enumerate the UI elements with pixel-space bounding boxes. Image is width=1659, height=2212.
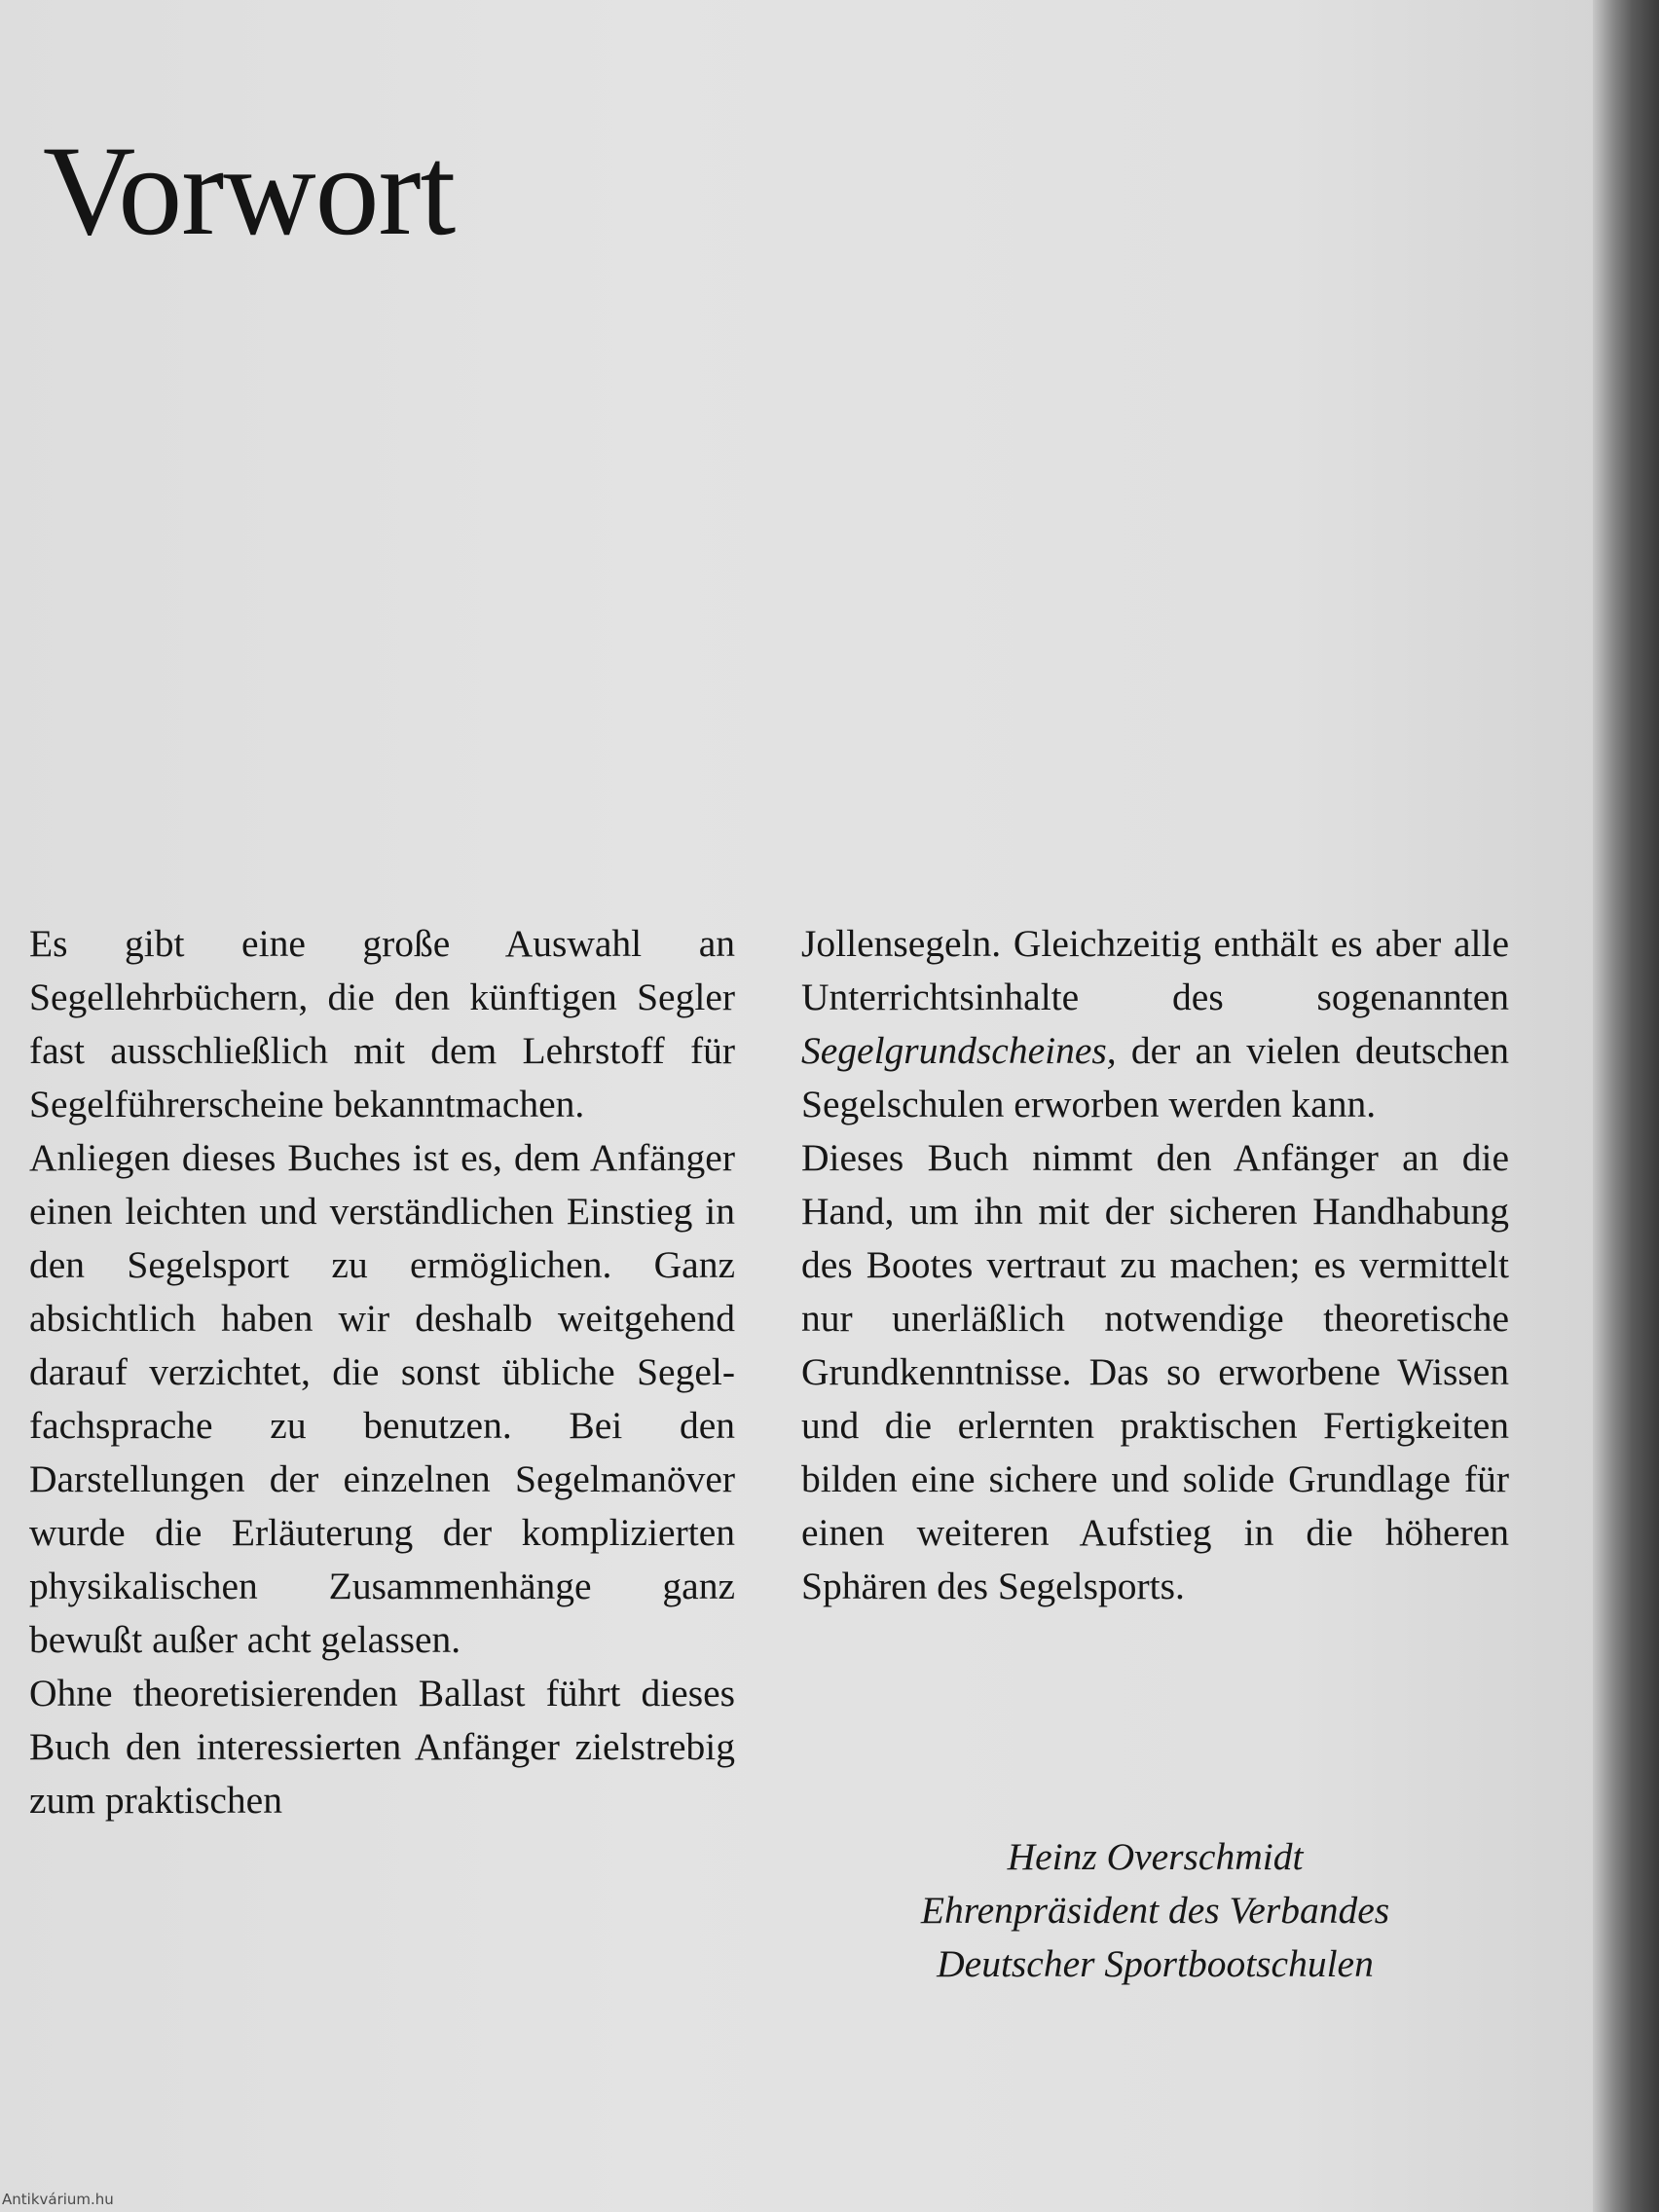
watermark: Antikvárium.hu <box>2 2191 114 2208</box>
book-edge <box>1593 0 1659 2212</box>
left-text-column <box>29 917 735 1827</box>
right-text-column <box>801 917 1509 1613</box>
text-run: der an vielen deutschen Segelschulen erworben werden kann. <box>801 1029 1509 1125</box>
author-name: Heinz Overschmidt <box>1007 1835 1304 1878</box>
paragraph: Ohne theoretisierenden Ballast führt dieses Buch den interessierten Anfänger zielstrebig zum praktischen <box>29 1672 735 1822</box>
paragraph: Anliegen dieses Buches ist es, dem Anfänger einen leichten und verständlichen Einstieg in den Segelsport zu ermöglichen. Ganz absichtlich haben wir deshalb weitgehend darauf verzichtet, die sonst übliche Segelfachsprache zu benutzen. Bei den Darstellungen der einzelnen Segelmanöver wurde die Erläuterung der komplizierten physikalischen Zusammenhänge ganz bewußt außer acht gelassen. <box>29 1136 735 1661</box>
paragraph: Es gibt eine große Auswahl an Segellehrbüchern, die den künftigen Segler fast ausschließlich mit dem Lehrstoff für Segelführerscheine bekanntmachen. <box>29 922 735 1125</box>
paragraph: Dieses Buch nimmt den Anfänger an die Hand, um ihn mit der sicheren Handhabung des Bootes vertraut zu machen; es vermittelt nur unerläßlich notwendige theoretische Grundkenntnisse. Das so erworbene Wissen und die erlernten praktischen Fertigkeiten bilden eine sichere und solide Grundlage für einen weiteren Aufstieg in die höheren Sphären des Segelsports. <box>801 1136 1509 1607</box>
page-title: Vorwort <box>43 119 456 262</box>
paragraph <box>801 917 1509 1131</box>
text-run: Jollensegeln. Gleichzeitig enthält es aber alle Unterrichtsinhalte des sogenannten <box>801 922 1509 1018</box>
emphasized-term: Segelgrundscheines, <box>801 1029 1117 1072</box>
author-organization: Deutscher Sportbootschulen <box>937 1942 1374 1985</box>
author-role: Ehrenpräsident des Verbandes <box>920 1889 1390 1932</box>
signature-block <box>801 1830 1509 1991</box>
